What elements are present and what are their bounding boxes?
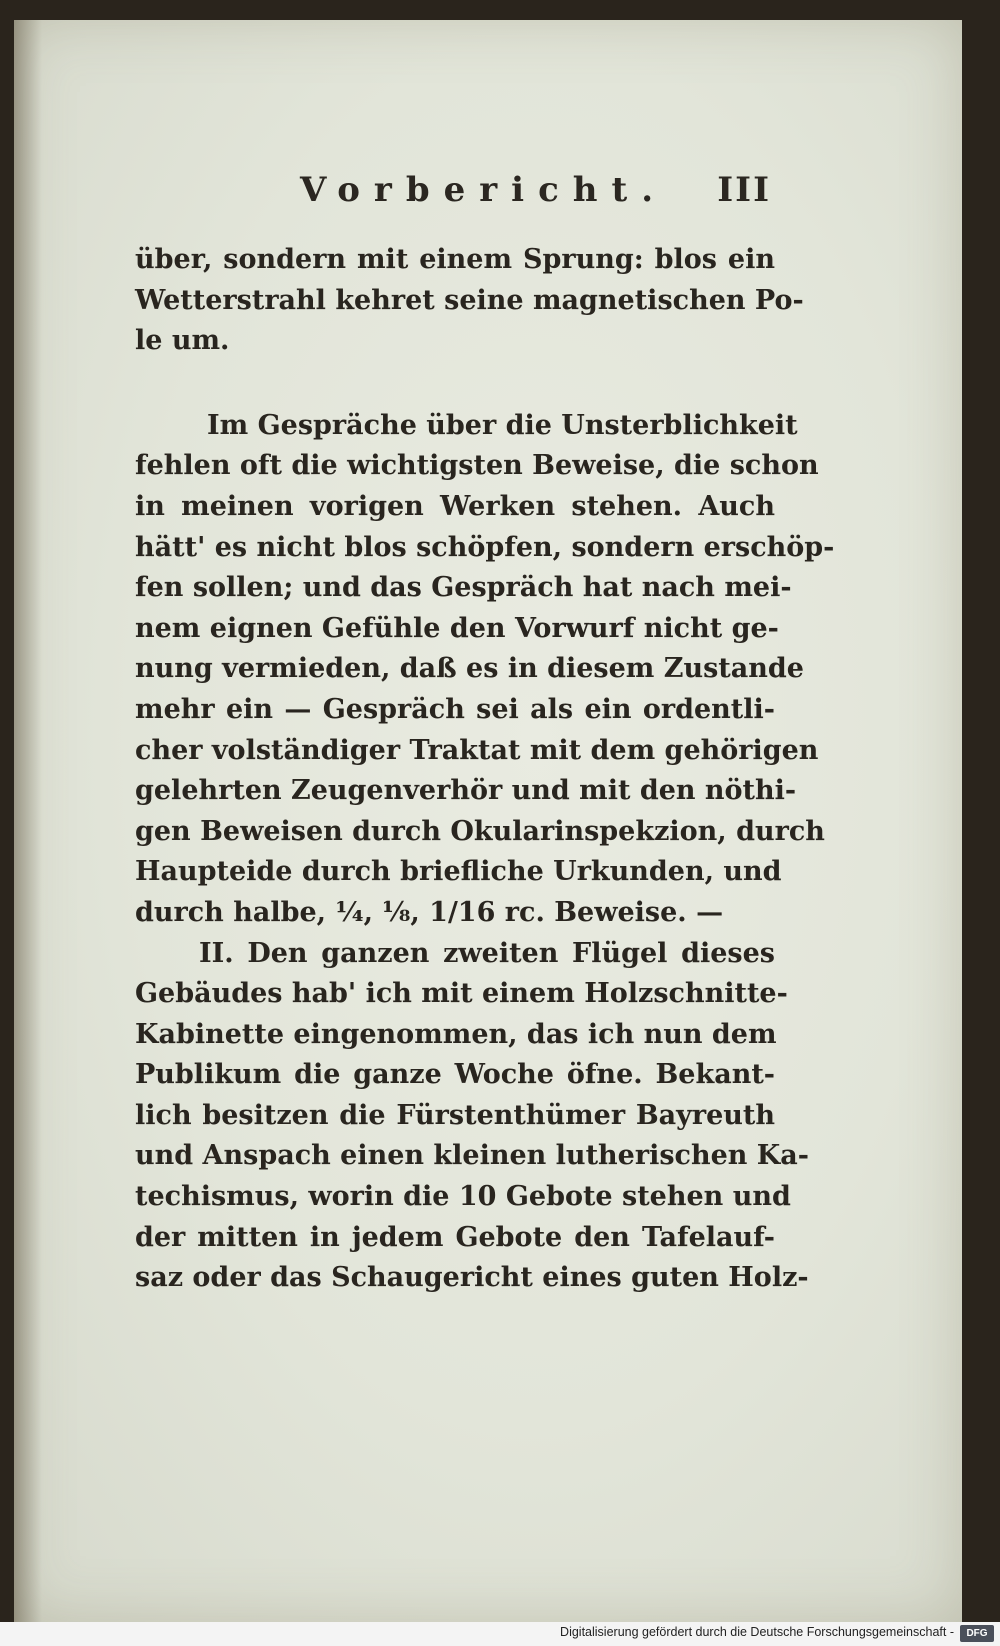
text-line: und Anspach einen kleinen lutherischen Ka-: [135, 1140, 809, 1172]
text-line: der mitten in jedem Gebote den Tafelauf-: [135, 1221, 775, 1253]
text-line: über, sondern mit einem Sprung: blos ein: [135, 244, 775, 275]
text-line: techismus, worin die 10 Gebote stehen und: [135, 1181, 791, 1213]
dfg-logo-icon: DFG: [960, 1625, 994, 1642]
text-line: mehr ein — Gespräch sei als ein ordentli-: [135, 693, 775, 725]
text-line: nem eignen Gefühle den Vorwurf nicht ge-: [135, 612, 779, 644]
page-gutter-shadow: [14, 20, 42, 1622]
text-line: cher volständiger Traktat mit dem gehörigen: [135, 734, 819, 766]
text-line: saz oder das Schaugericht eines guten Holz-: [135, 1262, 809, 1294]
funding-credit: Digitalisierung gefördert durch die Deutsche Forschungsgemeinschaft -: [560, 1625, 954, 1639]
text-line: Wetterstrahl kehret seine magnetischen Po-: [135, 284, 804, 316]
running-title: Vorbericht.: [300, 170, 668, 210]
text-line: Gebäudes hab' ich mit einem Holzschnitte-: [135, 978, 788, 1010]
text-line: hätt' es nicht blos schöpfen, sondern erschöp-: [135, 531, 835, 563]
text-line: Publikum die ganze Woche öfne. Bekant-: [135, 1059, 775, 1091]
text-line: durch halbe, ¼, ⅛, 1/16 rc. Beweise. —: [135, 896, 724, 928]
paragraph-gap: [135, 362, 775, 406]
text-line: gelehrten Zeugenverhör und mit den nöthi-: [135, 775, 797, 807]
page-number: III: [717, 170, 771, 210]
running-head: [135, 170, 775, 220]
text-line: fehlen oft die wichtigsten Beweise, die schon: [135, 450, 819, 482]
text-line: lich besitzen die Fürstenthümer Bayreuth: [135, 1099, 775, 1131]
body-text: [135, 240, 835, 1299]
text-line: Kabinette eingenommen, das ich nun dem: [135, 1018, 777, 1050]
text-line: fen sollen; und das Gespräch hat nach mei-: [135, 572, 792, 604]
text-line: gen Beweisen durch Okularinspekzion, durch: [135, 815, 825, 847]
text-line: nung vermieden, daß es in diesem Zustande: [135, 653, 804, 685]
text-line: II. Den ganzen zweiten Flügel dieses: [199, 937, 775, 969]
text-line: in meinen vorigen Werken stehen. Auch: [135, 490, 775, 522]
text-line: Im Gespräche über die Unsterblichkeit: [207, 409, 798, 441]
digitization-footer: [0, 1622, 1000, 1646]
text-line: Haupteide durch briefliche Urkunden, und: [135, 856, 782, 888]
text-line: le um.: [135, 325, 230, 357]
